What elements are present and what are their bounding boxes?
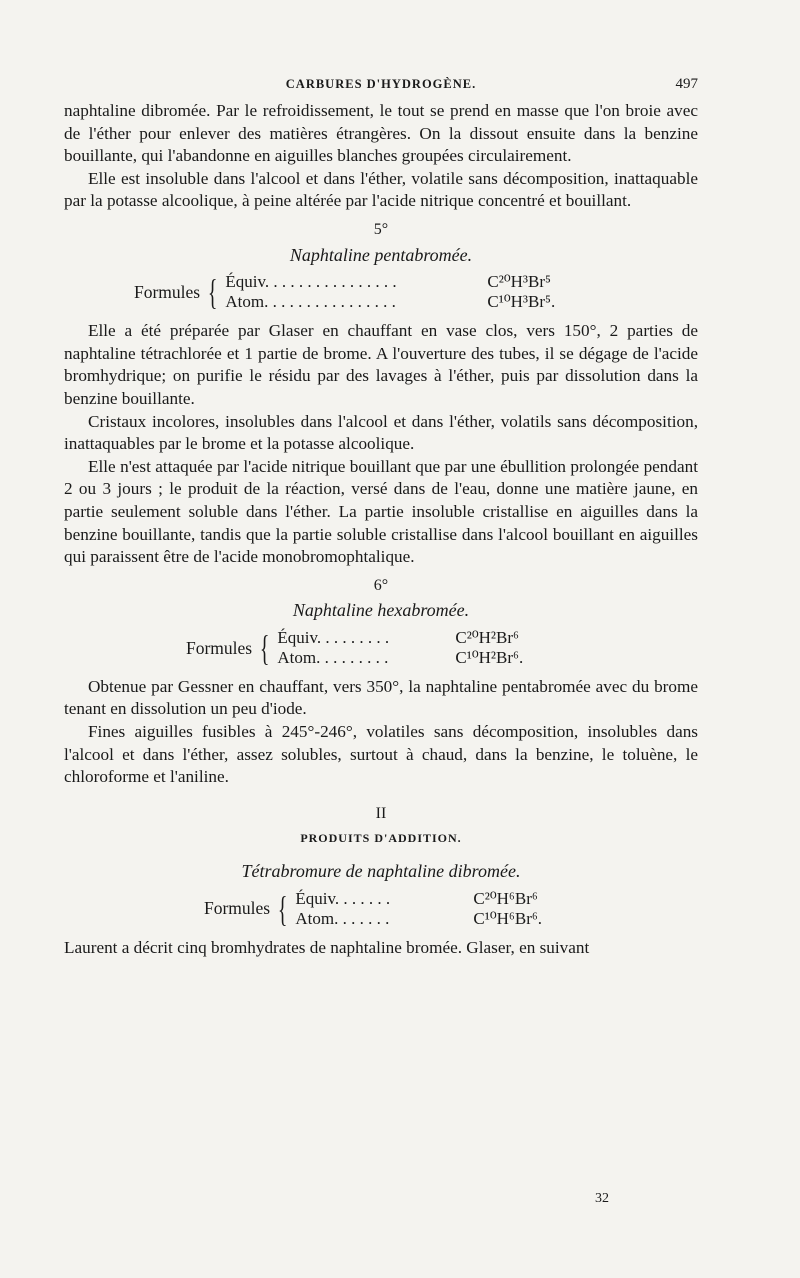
paragraph: Fines aiguilles fusibles à 245°-246°, volatiles sans décomposition, insolubles dans l'alcool et dans l'éther, assez solubles, surtout à chaud, dans la benzine, le toluène, le chloroforme et l'aniline. [64, 722, 698, 787]
running-head: CARBURES D'HYDROGÈNE. [285, 77, 477, 91]
paragraph: naphtaline dibromée. Par le refroidissement, le tout se prend en masse que l'on broie avec de l'éther pour enlever des matières étrangères. On la dissout ensuite dans la benzine bouillante, qui l'abandonne en aiguilles blanches groupées circulairement. [64, 101, 698, 166]
formula-equiv-value: C²⁰H³Br⁵ [487, 272, 551, 292]
signature-mark: 32 [595, 1191, 609, 1206]
paragraph: Cristaux incolores, insolubles dans l'alcool et dans l'éther, volatils sans décomposition, inattaquables par le brome et la potasse alcoolique. [64, 411, 698, 454]
formula-equiv-value: C²⁰H²Br⁶ [455, 627, 519, 647]
formulas-label: Formules [134, 281, 201, 302]
formula-row-equiv [295, 889, 542, 909]
formula-atom-value: C¹⁰H²Br⁶. [455, 647, 524, 667]
section-number: 5° [373, 220, 389, 238]
paragraph: Elle n'est attaquée par l'acide nitrique bouillant que par une ébullition prolongée pendant 2 ou 3 jours ; le produit de la réaction, versé dans de l'eau, donne une matière jaune, en partie seulement soluble dans l'éther. La partie insoluble cristallise en aiguilles dans la benzine bouillante, tandis que la partie soluble cristallise dans l'alcool bouillant en aiguilles qui paraissent être de l'acide monobromophtalique. [64, 456, 698, 567]
formula-atom-label: Atom. . . . . . . . . [277, 647, 389, 667]
section-title: Naphtaline pentabromée. [289, 244, 473, 265]
formula-atom-value: C¹⁰H³Br⁵. [487, 292, 556, 312]
paragraph: Laurent a décrit cinq bromhydrates de naphtaline bromée. Glaser, en suivant [64, 937, 590, 957]
formula-row-equiv [277, 628, 523, 648]
formula-equiv-value: C²⁰H⁶Br⁶ [473, 888, 538, 908]
formula-equiv-label: Équiv. . . . . . . . . . . . . . . . [225, 272, 397, 292]
page-header [64, 77, 698, 99]
paragraph: Obtenue par Gessner en chauffant, vers 350°, la naphtaline pentabromée avec du brome tenant en dissolution un peu d'iode. [64, 676, 698, 719]
formula-atom-value: C¹⁰H⁶Br⁶. [473, 908, 543, 928]
formula-atom-label: Atom. . . . . . . . . . . . . . . . [225, 292, 396, 312]
page-number: 497 [675, 76, 698, 92]
formula-row-atom [225, 292, 555, 312]
formulas-block [204, 889, 698, 929]
formula-equiv-label: Équiv. . . . . . . [295, 888, 391, 908]
brace-icon: { [278, 888, 288, 929]
formulas-label: Formules [204, 898, 271, 919]
paragraph: Elle a été préparée par Glaser en chauffant en vase clos, vers 150°, 2 parties de naphtaline tétrachlorée et 1 partie de brome. A l'ouverture des tubes, il se dégage de l'acide bromhydrique; on purifie le résidu par des lavages à l'éther, puis par dissolution dans la benzine bouillante. [64, 321, 698, 408]
body-text [64, 100, 698, 959]
part-heading: PRODUITS D'ADDITION. [300, 831, 462, 846]
section-number: 6° [373, 576, 389, 594]
formula-equiv-label: Équiv. . . . . . . . . [277, 627, 390, 647]
formulas-block [186, 628, 698, 668]
formula-row-equiv [225, 272, 555, 292]
section-title: Tétrabromure de naphtaline dibromée. [241, 861, 521, 882]
brace-icon: { [208, 272, 218, 313]
formulas-label: Formules [186, 637, 253, 658]
section-title: Naphtaline hexabromée. [292, 600, 470, 621]
formulas-block [134, 272, 698, 312]
formula-row-atom [277, 648, 523, 668]
paragraph: Elle est insoluble dans l'alcool et dans l'éther, volatile sans décomposition, inattaquable par la potasse alcoolique, à peine altérée par l'acide nitrique concentré et bouillant. [64, 168, 698, 211]
formula-row-atom [295, 909, 542, 929]
part-number: II [375, 804, 387, 822]
brace-icon: { [260, 627, 270, 668]
formula-atom-label: Atom. . . . . . . [295, 908, 390, 928]
